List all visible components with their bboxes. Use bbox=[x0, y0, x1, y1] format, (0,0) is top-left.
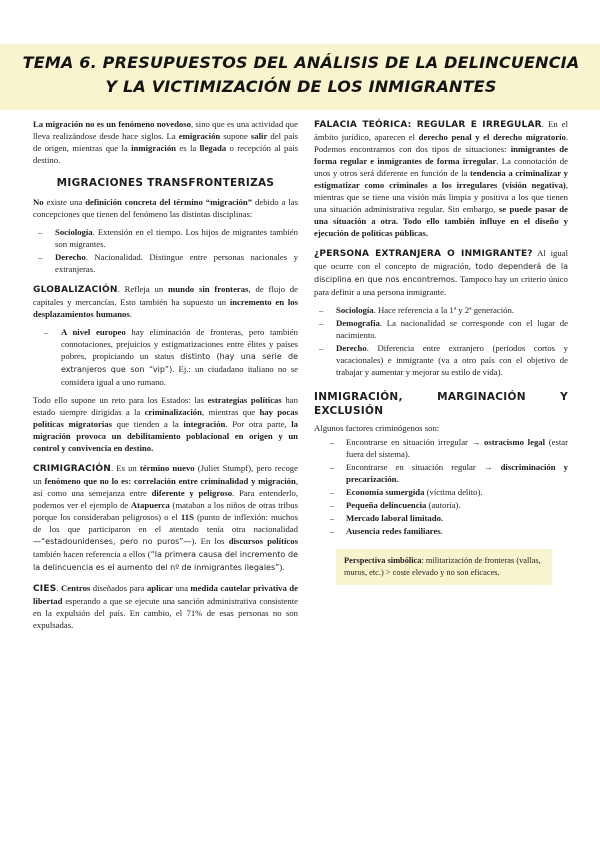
list-item: – Economía sumergida (víctima delito). bbox=[330, 487, 483, 497]
falacia-paragraph: FALACIA TEÓRICA: REGULAR E IRREGULAR. En el ámbito jurídico, aparecen el derecho penal y el derecho migratorio. Podemos encontrarnos con dos tipos de situaciones: inmigrantes de forma regular e inmigrantes de forma irregular. La connotación de unos y otros será diferente en función de la tendencia a criminalizar y estigmatizar como criminales a los irregulares (visión negativa), mientras que se tiene una visión más limpia y positiva a los que tienen una situación administrativa regular. Sin embargo, se puede pasar de una situación a otra. Todo ello también influye en el diseño y ejecución de políticas públicas. bbox=[314, 119, 569, 238]
page-title: TEMA 6. PRESUPUESTOS DEL ANÁLISIS DE LA DELINCUENCIA Y LA VICTIMIZACIÓN DE LOS INMIGRANTES bbox=[22, 53, 580, 96]
crimigracion-paragraph: CRIMIGRACIÓN. Es un término nuevo (Juliet Stumpf), pero recoge un fenómeno que no lo es: correlación entre criminalidad y migración, así como una semejanza entre diferente y peligroso. Para entenderlo, podemos ver el ejemplo de Atapuerca (mataban a los niños de otras tribus porque los consideraban peligrosos) o el 11S (punto de inflexión: muchos de los que participaron en el atentado tenía otra nacionalidad —“estadounidenses, pero no puros”—). En los discursos políticos también hacen referencia a ellos (“la primera causa del incremento de la delincuencia es el aumento del nº de inmigrantes ilegales”). bbox=[33, 463, 299, 572]
inmigracion-heading: INMIGRACIÓN, MARGINACIÓN Y EXCLUSIÓN bbox=[314, 391, 568, 417]
migraciones-heading: MIGRACIONES TRANSFRONTERIZAS bbox=[56, 177, 275, 189]
intro-paragraph: La migración no es un fenómeno novedoso, sino que es una actividad que lleva realizándose desde hace siglos. La emigración supone salir del país de origen, mientras que la inmigración es la llegada o recepción al país destino. bbox=[33, 119, 298, 165]
persona-paragraph: ¿PERSONA EXTRANJERA O INMIGRANTE? Al igual que ocurre con el concepto de migración, todo dependerá de la disciplina en que nos encontremos. Tampoco hay un criterio único para definir a una persona inmigrante. bbox=[314, 248, 568, 297]
persona-list bbox=[314, 304, 568, 378]
disciplinas-list bbox=[33, 226, 298, 275]
cies-paragraph: CIES. Centros diseñados para aplicar una medida cautelar privativa de libertad esperando a que se ejecute una sanción administrativa consistente en la expulsión del país. En cambio, el 71% de esas personas no son expulsadas. bbox=[33, 583, 298, 630]
factores-list bbox=[314, 436, 568, 537]
perspectiva-simbolica-box: Perspectiva simbólica: militarización de fronteras (vallas, muros, etc.) > coste elevado y no son eficaces. bbox=[336, 549, 552, 585]
reto-paragraph: Todo ello supone un reto para los Estados: las estrategias políticas han estado siempre dirigidas a la criminalización, mientras que hay pocas políticas migratorias que tienden a la integración. Por otra parte, la migración provoca un debilitamiento poblacional en origen y un control y convivencia en destino. bbox=[33, 395, 298, 453]
list-item: – Derecho. Diferencia entre extranjero (periodos cortos y vacacionales) e inmigrante (va a otro país con el objetivo de trabajar y aumentar y mejorar su estilo de vida). bbox=[319, 343, 568, 377]
list-item: – Encontrarse en situación irregular → ostracismo legal (estar fuera del sistema). bbox=[330, 437, 569, 459]
list-item: – A nivel europeo hay eliminación de fronteras, pero también connotaciones, prejuicios y estigmatizaciones entre élites y países pobres, propiciando un status distinto (hay una serie de extranjeros que son “vip”). Ej.: un ciudadano italiano no se considera igual a uno rumano. bbox=[44, 327, 299, 387]
list-item: – Derecho. Nacionalidad. Distingue entre personas nacionales y extranjeras. bbox=[38, 252, 298, 274]
left-column bbox=[33, 118, 298, 637]
globalizacion-paragraph: GLOBALIZACIÓN. Refleja un mundo sin fronteras, de flujo de capitales y mercancías. Esto también ha supuesto un incremento en los desplazamientos humanos. bbox=[33, 284, 298, 319]
factores-intro: Algunos factores criminógenos son: bbox=[314, 423, 440, 433]
migraciones-paragraph: No existe una definición concreta del término “migración” debido a las concepciones que tienen del fenómeno las distintas disciplinas: bbox=[33, 197, 298, 219]
list-item: – Demografía. La nacionalidad se corresponde con el lugar de nacimiento. bbox=[319, 318, 568, 340]
list-item: – Sociología. Hace referencia a la 1ª y 2ª generación. bbox=[319, 305, 514, 315]
list-item: – Pequeña delincuencia (autoría). bbox=[330, 500, 461, 510]
list-item: – Encontrarse en situación regular → discriminación y precarización. bbox=[330, 462, 568, 484]
right-column bbox=[314, 118, 568, 585]
list-item: – Sociología. Extensión en el tiempo. Los hijos de migrantes también son migrantes. bbox=[38, 227, 298, 249]
list-item: – Ausencia redes familiares. bbox=[330, 526, 443, 536]
europa-list bbox=[33, 326, 298, 388]
list-item: – Mercado laboral limitado. bbox=[330, 513, 444, 523]
